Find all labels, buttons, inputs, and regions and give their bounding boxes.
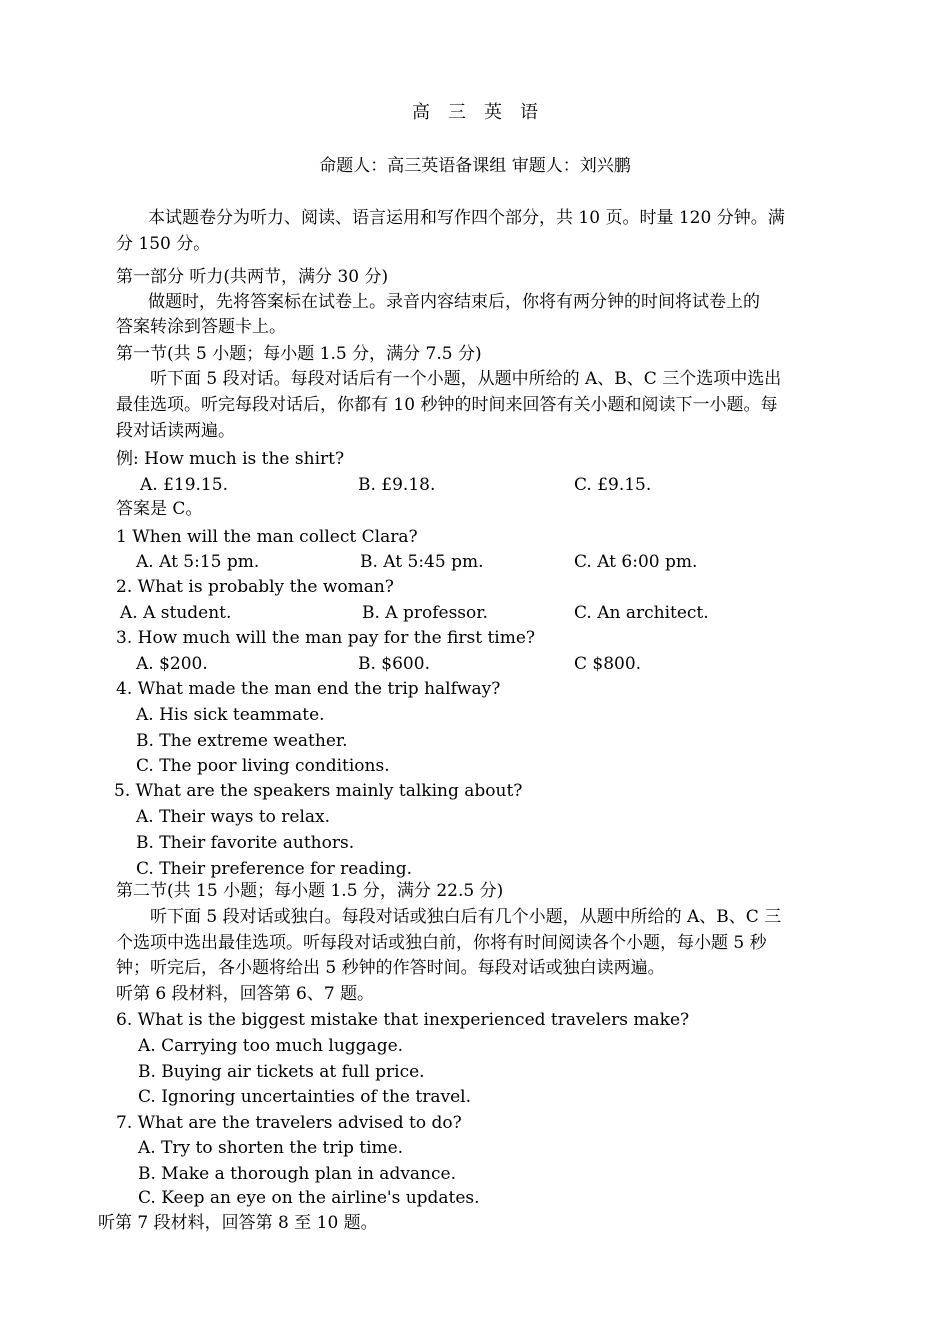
q6-option-c: C. Ignoring uncertainties of the travel. [138,1087,471,1107]
section1-instruction-1: 听下面 5 段对话。每段对话后有一个小题，从题中所给的 A、B、C 三个选项中选出 [150,369,782,389]
q4-option-b: B. The extreme weather. [136,731,348,751]
q2-option-b: B. A professor. [362,603,488,623]
q5-option-c: C. Their preference for reading. [136,859,413,879]
q6-option-a: A. Carrying too much luggage. [138,1036,404,1056]
authors-line: 命题人：高三英语备课组 审题人：刘兴鹏 [319,156,631,176]
q1-question: 1 When will the man collect Clara? [116,527,418,547]
q6-question: 6. What is the biggest mistake that inexperienced travelers make? [116,1010,690,1030]
part1-instruction-2: 答案转涂到答题卡上。 [116,317,286,337]
intro-line-2: 分 150 分。 [116,234,211,254]
material-7-heading: 听第 7 段材料，回答第 8 至 10 题。 [98,1213,378,1233]
q7-question: 7. What are the travelers advised to do? [116,1113,462,1133]
q4-question: 4. What made the man end the trip halfway? [116,679,501,699]
section2-instruction-1: 听下面 5 段对话或独白。每段对话或独白后有几个小题，从题中所给的 A、B、C 三 [150,907,782,927]
q7-option-a: A. Try to shorten the trip time. [138,1138,404,1158]
q4-option-a: A. His sick teammate. [136,705,325,725]
intro-line-1: 本试题卷分为听力、阅读、语言运用和写作四个部分，共 10 页。时量 120 分钟。满 [148,208,785,228]
q4-option-c: C. The poor living conditions. [136,756,390,776]
q5-option-a: A. Their ways to relax. [136,807,331,827]
q7-option-b: B. Make a thorough plan in advance. [138,1164,456,1184]
q3-option-a: A. $200. [136,654,208,674]
q5-question: 5. What are the speakers mainly talking about? [114,781,523,801]
q5-option-b: B. Their favorite authors. [136,833,355,853]
page-title: 高 三 英 语 [412,102,538,123]
section1-heading: 第一节(共 5 小题；每小题 1.5 分，满分 7.5 分) [116,344,482,364]
q1-option-b: B. At 5:45 pm. [360,552,484,572]
q2-option-c: C. An architect. [574,603,709,623]
q2-question: 2. What is probably the woman? [116,577,394,597]
example-answer: 答案是 C。 [116,499,203,519]
example-question: 例: How much is the shirt? [116,449,345,469]
q2-option-a: A. A student. [120,603,232,623]
section2-instruction-3: 钟；听完后，各小题将给出 5 秒钟的作答时间。每段对话或独白读两遍。 [116,958,665,978]
section1-instruction-2: 最佳选项。听完每段对话后，你都有 10 秒钟的时间来回答有关小题和阅读下一小题。每 [116,395,778,415]
q7-option-c: C. Keep an eye on the airline's updates. [138,1188,480,1208]
q3-option-c: C $800. [574,654,642,674]
example-option-a: A. £19.15. [140,475,228,495]
example-option-c: C. £9.15. [574,475,652,495]
q3-option-b: B. $600. [358,654,430,674]
q6-option-b: B. Buying air tickets at full price. [138,1062,425,1082]
q3-question: 3. How much will the man pay for the first time? [116,628,536,648]
section1-instruction-3: 段对话读两遍。 [116,421,235,441]
example-option-b: B. £9.18. [358,475,436,495]
part1-instruction-1: 做题时，先将答案标在试卷上。录音内容结束后，你将有两分钟的时间将试卷上的 [148,292,760,312]
q1-option-c: C. At 6:00 pm. [574,552,698,572]
section2-instruction-2: 个选项中选出最佳选项。听每段对话或独白前，你将有时间阅读各个小题，每小题 5 秒 [116,933,767,953]
part1-heading: 第一部分 听力(共两节，满分 30 分) [116,267,389,287]
section2-heading: 第二节(共 15 小题；每小题 1.5 分，满分 22.5 分) [116,881,504,901]
q1-option-a: A. At 5:15 pm. [136,552,260,572]
material-6-heading: 听第 6 段材料，回答第 6、7 题。 [116,984,375,1004]
